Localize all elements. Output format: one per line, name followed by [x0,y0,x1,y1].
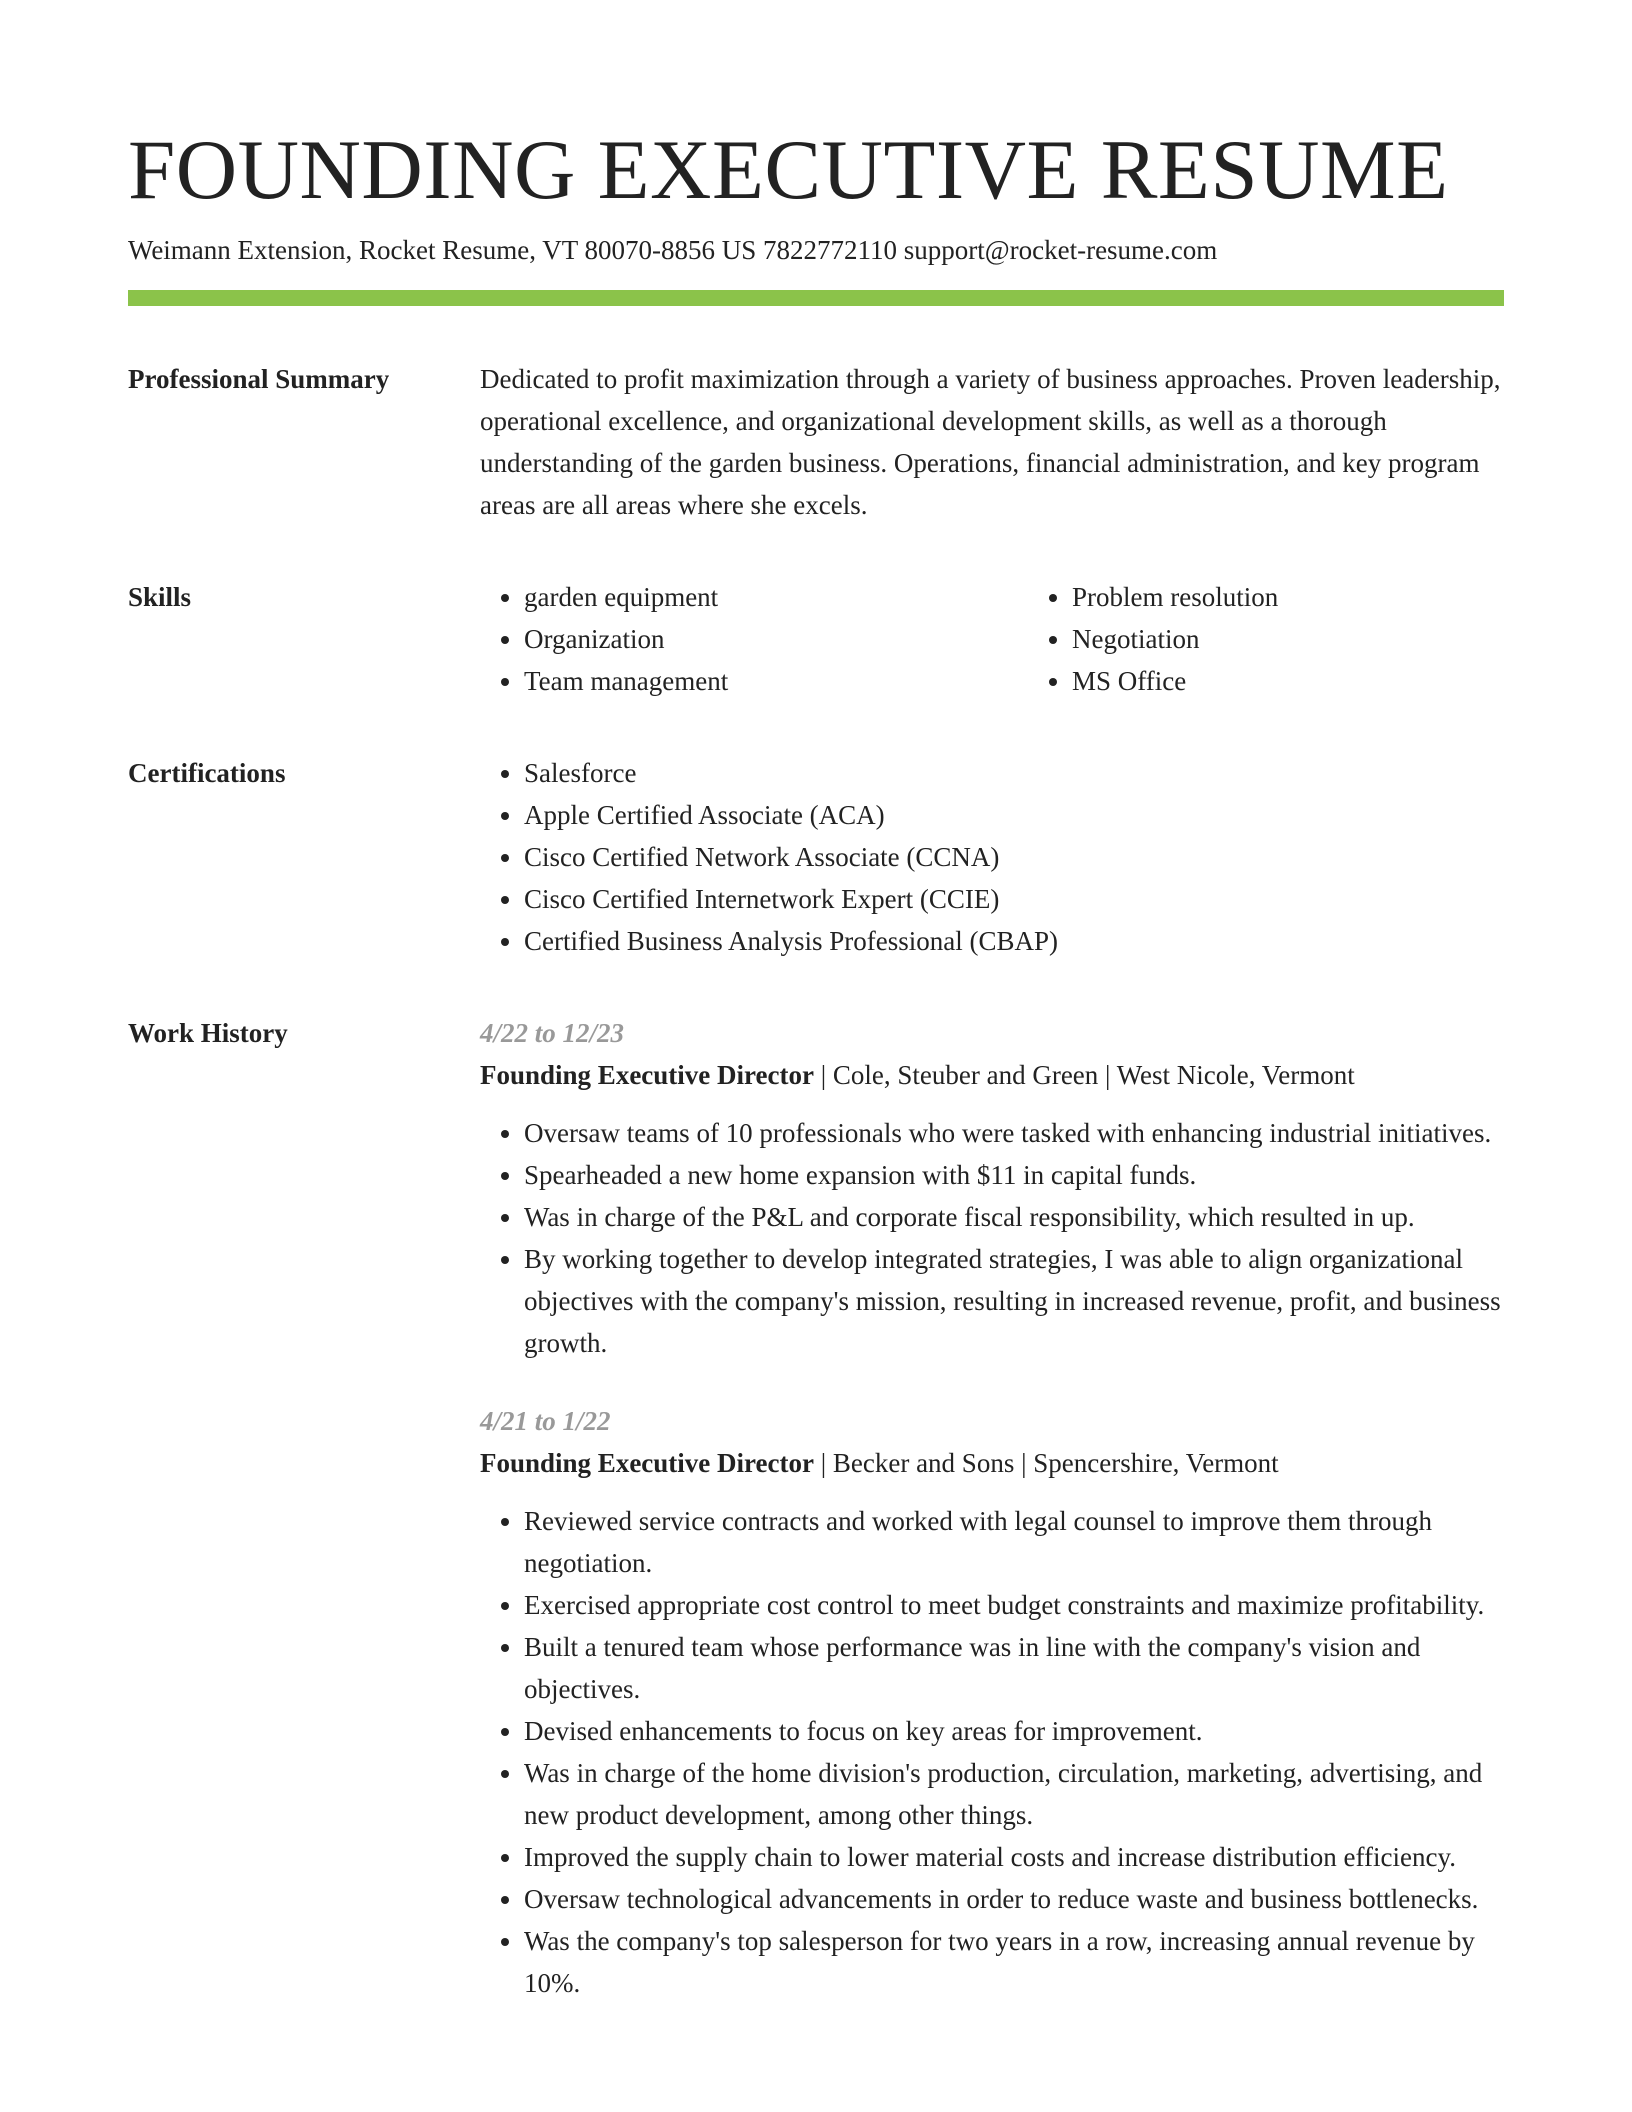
job-heading [480,1054,1504,1096]
certification-item: • Apple Certified Associate (ACA) [524,794,1504,836]
certification-item: • Salesforce [524,752,1504,794]
job-employer-location: | Cole, Steuber and Green | West Nicole, Vermont [813,1060,1355,1090]
skills-column-2 [1028,576,1278,702]
certifications-list [480,752,1504,962]
job-entry [480,1400,1504,2004]
accent-divider [128,290,1504,306]
summary-heading: Professional Summary [128,364,390,394]
job-dates: 4/22 to 12/23 [480,1018,625,1048]
job-bullet: • Devised enhancements to focus on key areas for improvement. [524,1710,1504,1752]
job-dates: 4/21 to 1/22 [480,1406,611,1436]
skill-item: • garden equipment [524,576,1028,618]
skills-heading: Skills [128,582,192,612]
certifications-heading: Certifications [128,758,286,788]
job-bullet: • Built a tenured team whose performance was in line with the company's vision and objectives. [524,1626,1504,1710]
work-history-list [480,1012,1504,2004]
skills-list [480,576,1504,702]
certifications-section [128,752,1504,962]
certification-item: • Cisco Certified Network Associate (CCNA) [524,836,1504,878]
certification-item: • Cisco Certified Internetwork Expert (CCIE) [524,878,1504,920]
summary-text: Dedicated to profit maximization through a variety of business approaches. Proven leadership, operational excellence, and organizational development skills, as well as a thorough understanding of the garden business. Operations, financial administration, and key program areas are all areas where she excels. [480,364,1501,520]
work-history-section [128,1012,1504,2004]
skill-item: • Team management [524,660,1028,702]
job-title: Founding Executive Director [480,1060,814,1090]
job-bullets [480,1500,1504,2004]
job-employer-location: | Becker and Sons | Spencershire, Vermont [813,1448,1279,1478]
job-heading [480,1442,1504,1484]
resume-title: FOUNDING EXECUTIVE RESUME [128,123,1449,217]
job-bullet: • Was in charge of the home division's production, circulation, marketing, advertising, and new product development, among other things. [524,1752,1504,1836]
skill-item: • Organization [524,618,1028,660]
job-bullet: • Reviewed service contracts and worked with legal counsel to improve them through negotiation. [524,1500,1504,1584]
job-bullet: • Spearheaded a new home expansion with $11 in capital funds. [524,1154,1504,1196]
skill-item: • MS Office [1072,660,1278,702]
skills-column-1 [480,576,1028,702]
job-bullets [480,1112,1504,1364]
job-bullet: • Was in charge of the P&L and corporate fiscal responsibility, which resulted in up. [524,1196,1504,1238]
skill-item: • Problem resolution [1072,576,1278,618]
certification-item: • Certified Business Analysis Professional (CBAP) [524,920,1504,962]
job-bullet: • Oversaw technological advancements in order to reduce waste and business bottlenecks. [524,1878,1504,1920]
skills-section [128,576,1504,702]
job-entry [480,1012,1504,1364]
job-bullet: • Was the company's top salesperson for two years in a row, increasing annual revenue by 10%. [524,1920,1504,2004]
job-bullet: • By working together to develop integrated strategies, I was able to align organizational objectives with the company's mission, resulting in increased revenue, profit, and business growth. [524,1238,1504,1364]
job-bullet: • Exercised appropriate cost control to meet budget constraints and maximize profitability. [524,1584,1504,1626]
job-bullet: • Oversaw teams of 10 professionals who were tasked with enhancing industrial initiatives. [524,1112,1504,1154]
work-history-heading: Work History [128,1018,288,1048]
summary-section [128,358,1504,526]
contact-line: Weimann Extension, Rocket Resume, VT 80070-8856 US 7822772110 support@rocket-resume.com [128,235,1218,265]
resume-page [128,118,1504,2004]
skill-item: • Negotiation [1072,618,1278,660]
job-title: Founding Executive Director [480,1448,814,1478]
job-bullet: • Improved the supply chain to lower material costs and increase distribution efficiency. [524,1836,1504,1878]
